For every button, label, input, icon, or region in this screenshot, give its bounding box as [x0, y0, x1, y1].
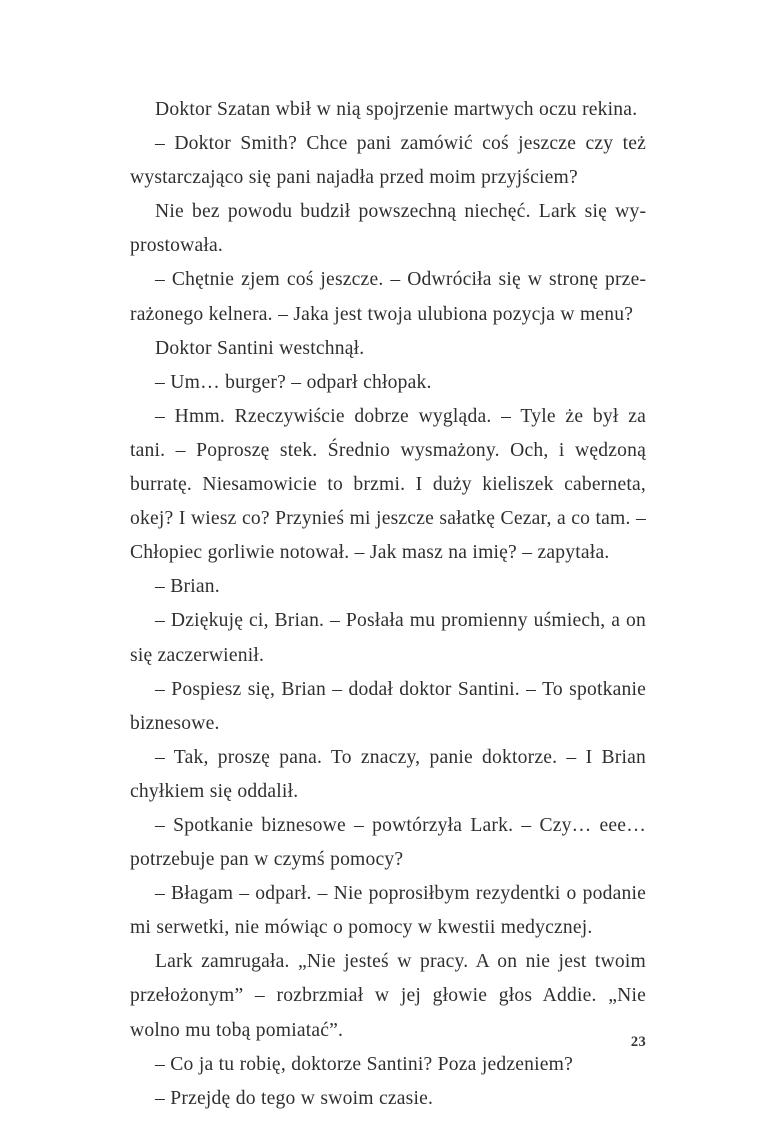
paragraph: – Um… burger? – odparł chłopak.: [155, 371, 432, 393]
paragraph: – Spotkanie biznesowe – powtórzyła Lark. – Czy… eee… potrzebuje pan w czymś pomocy?: [130, 814, 646, 871]
paragraph: Nie bez powodu budził powszechną niechęć. Lark się wyprostowała.: [130, 201, 646, 257]
paragraph: – Doktor Smith? Chce pani zamówić coś jeszcze czy też wystarczająco się pani najadła przed moim przyjściem?: [130, 133, 646, 189]
paragraph: Doktor Szatan wbił w nią spojrzenie martwych oczu rekina.: [155, 99, 638, 120]
paragraph: – Przejdę do tego w swoim czasie.: [155, 1087, 434, 1109]
paragraph: – Tak, proszę pana. To znaczy, panie doktorze. – I Brian chyłkiem się oddalił.: [130, 746, 646, 802]
paragraph: – Hmm. Rzeczywiście dobrze wygląda. – Tyle że był za tani. – Poproszę stek. Średnio wysmażony. Och, i wędzoną burratę. Niesamowicie to brzmi. I duży kieliszek caberneta, okej? I wiesz co? Przynieś mi jeszcze sałatkę Cezar, a co tam. – Chłopiec gorliwie notował. – Jak masz na imię? – zapytała.: [130, 405, 646, 564]
paragraph: – Co ja tu robię, doktorze Santini? Poza jedzeniem?: [155, 1053, 574, 1075]
paragraph: Lark zamrugała. „Nie jesteś w pracy. A on nie jest twoim przełożonym” – rozbrzmiał w jej głowie głos Addie. „Nie wolno mu tobą pomiatać”.: [130, 951, 646, 1041]
paragraph: Doktor Santini westchnął.: [155, 337, 365, 359]
paragraph: – Pospiesz się, Brian – dodał doktor Santini. – To spotkanie biznesowe.: [130, 678, 646, 734]
paragraph: – Chętnie zjem coś jeszcze. – Odwróciła się w stronę przerażonego kelnera. – Jaka jest twoja ulubiona pozycja w menu?: [130, 269, 646, 325]
paragraph: – Błagam – odparł. – Nie poprosiłbym rezydentki o podanie mi serwetki, nie mówiąc o pomocy w kwestii medycznej.: [130, 883, 646, 939]
page-number: 23: [630, 1034, 646, 1050]
page-text-block: [130, 93, 646, 1116]
paragraph: – Dziękuję ci, Brian. – Posłała mu promienny uśmiech, a on się zaczerwienił.: [130, 610, 646, 666]
paragraph: – Brian.: [155, 576, 220, 598]
